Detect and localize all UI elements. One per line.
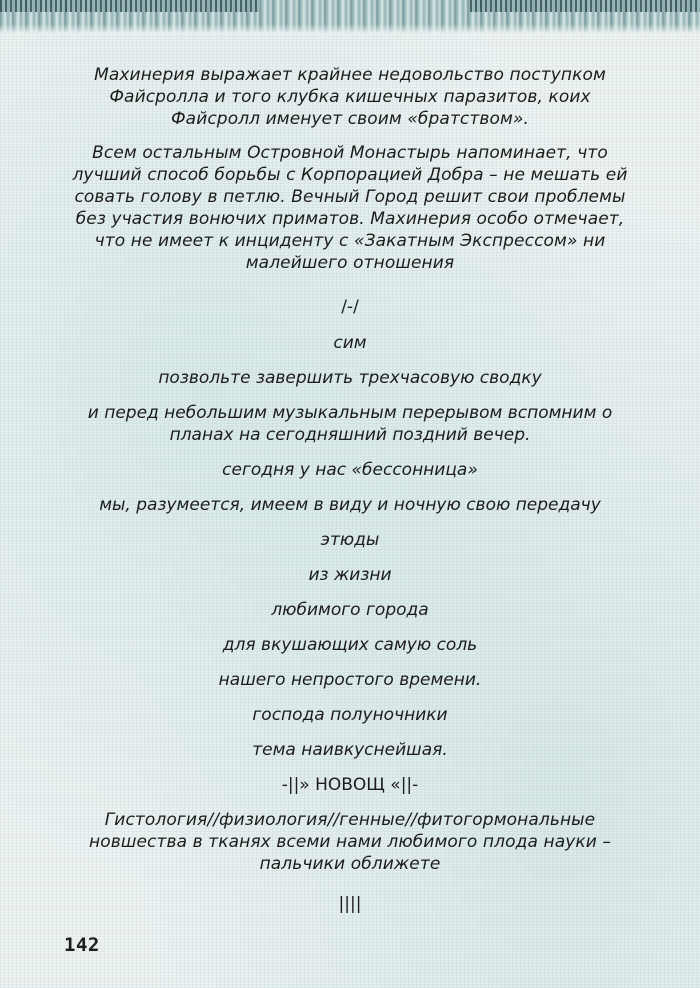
line-beloved-city: любимого города xyxy=(271,600,429,620)
divider-bars: |||| xyxy=(338,894,362,914)
line-sim: сим xyxy=(333,333,367,353)
line-tastiest-topic: тема наивкуснейшая. xyxy=(252,740,448,760)
line-etudes: этюды xyxy=(320,530,380,550)
line-difficult-times: нашего непростого времени. xyxy=(218,670,482,690)
line-music-break: и перед небольшим музыкальным перерывом вспомним о планах на сегодняшний поздний вечер. xyxy=(87,403,613,445)
divider-slash: /-/ xyxy=(341,297,359,317)
paragraph-island-monastery: Всем остальным Островной Монастырь напоминает, что лучший способ борьбы с Корпорацией Добра – не мешать ей совать голову в петлю. Вечный Город решит свои проблемы без участия вонючих приматов. Махинерия особо отмечает, что не имеет к инциденту с «Закатным Экспрессом» ни малейшего отношения xyxy=(72,143,628,273)
line-insomnia: сегодня у нас «бессонница» xyxy=(222,460,478,480)
line-finish-summary: позвольте завершить трехчасовую сводку xyxy=(158,368,542,388)
line-salt: для вкушающих самую соль xyxy=(222,635,478,655)
top-dark-strip-left xyxy=(0,0,260,12)
line-night-owls: господа полуночники xyxy=(252,705,448,725)
top-dark-strip-right xyxy=(470,0,700,12)
line-night-show: мы, разумеется, имеем в виду и ночную свою передачу xyxy=(99,495,601,515)
line-from-life: из жизни xyxy=(308,565,392,585)
page-number: 142 xyxy=(64,934,100,956)
news-heading: -||» НОВОЩ «||- xyxy=(281,775,419,795)
paragraph-histology: Гистология//физиология//генные//фитогормональные новшества в тканях всеми нами любимого плода науки – пальчики оближете xyxy=(88,810,611,874)
page-body xyxy=(70,64,630,928)
paragraph-makhineria-discontent: Махинерия выражает крайнее недовольство поступком Файсролла и того клубка кишечных паразитов, коих Файсролл именует своим «братством». xyxy=(94,65,606,129)
